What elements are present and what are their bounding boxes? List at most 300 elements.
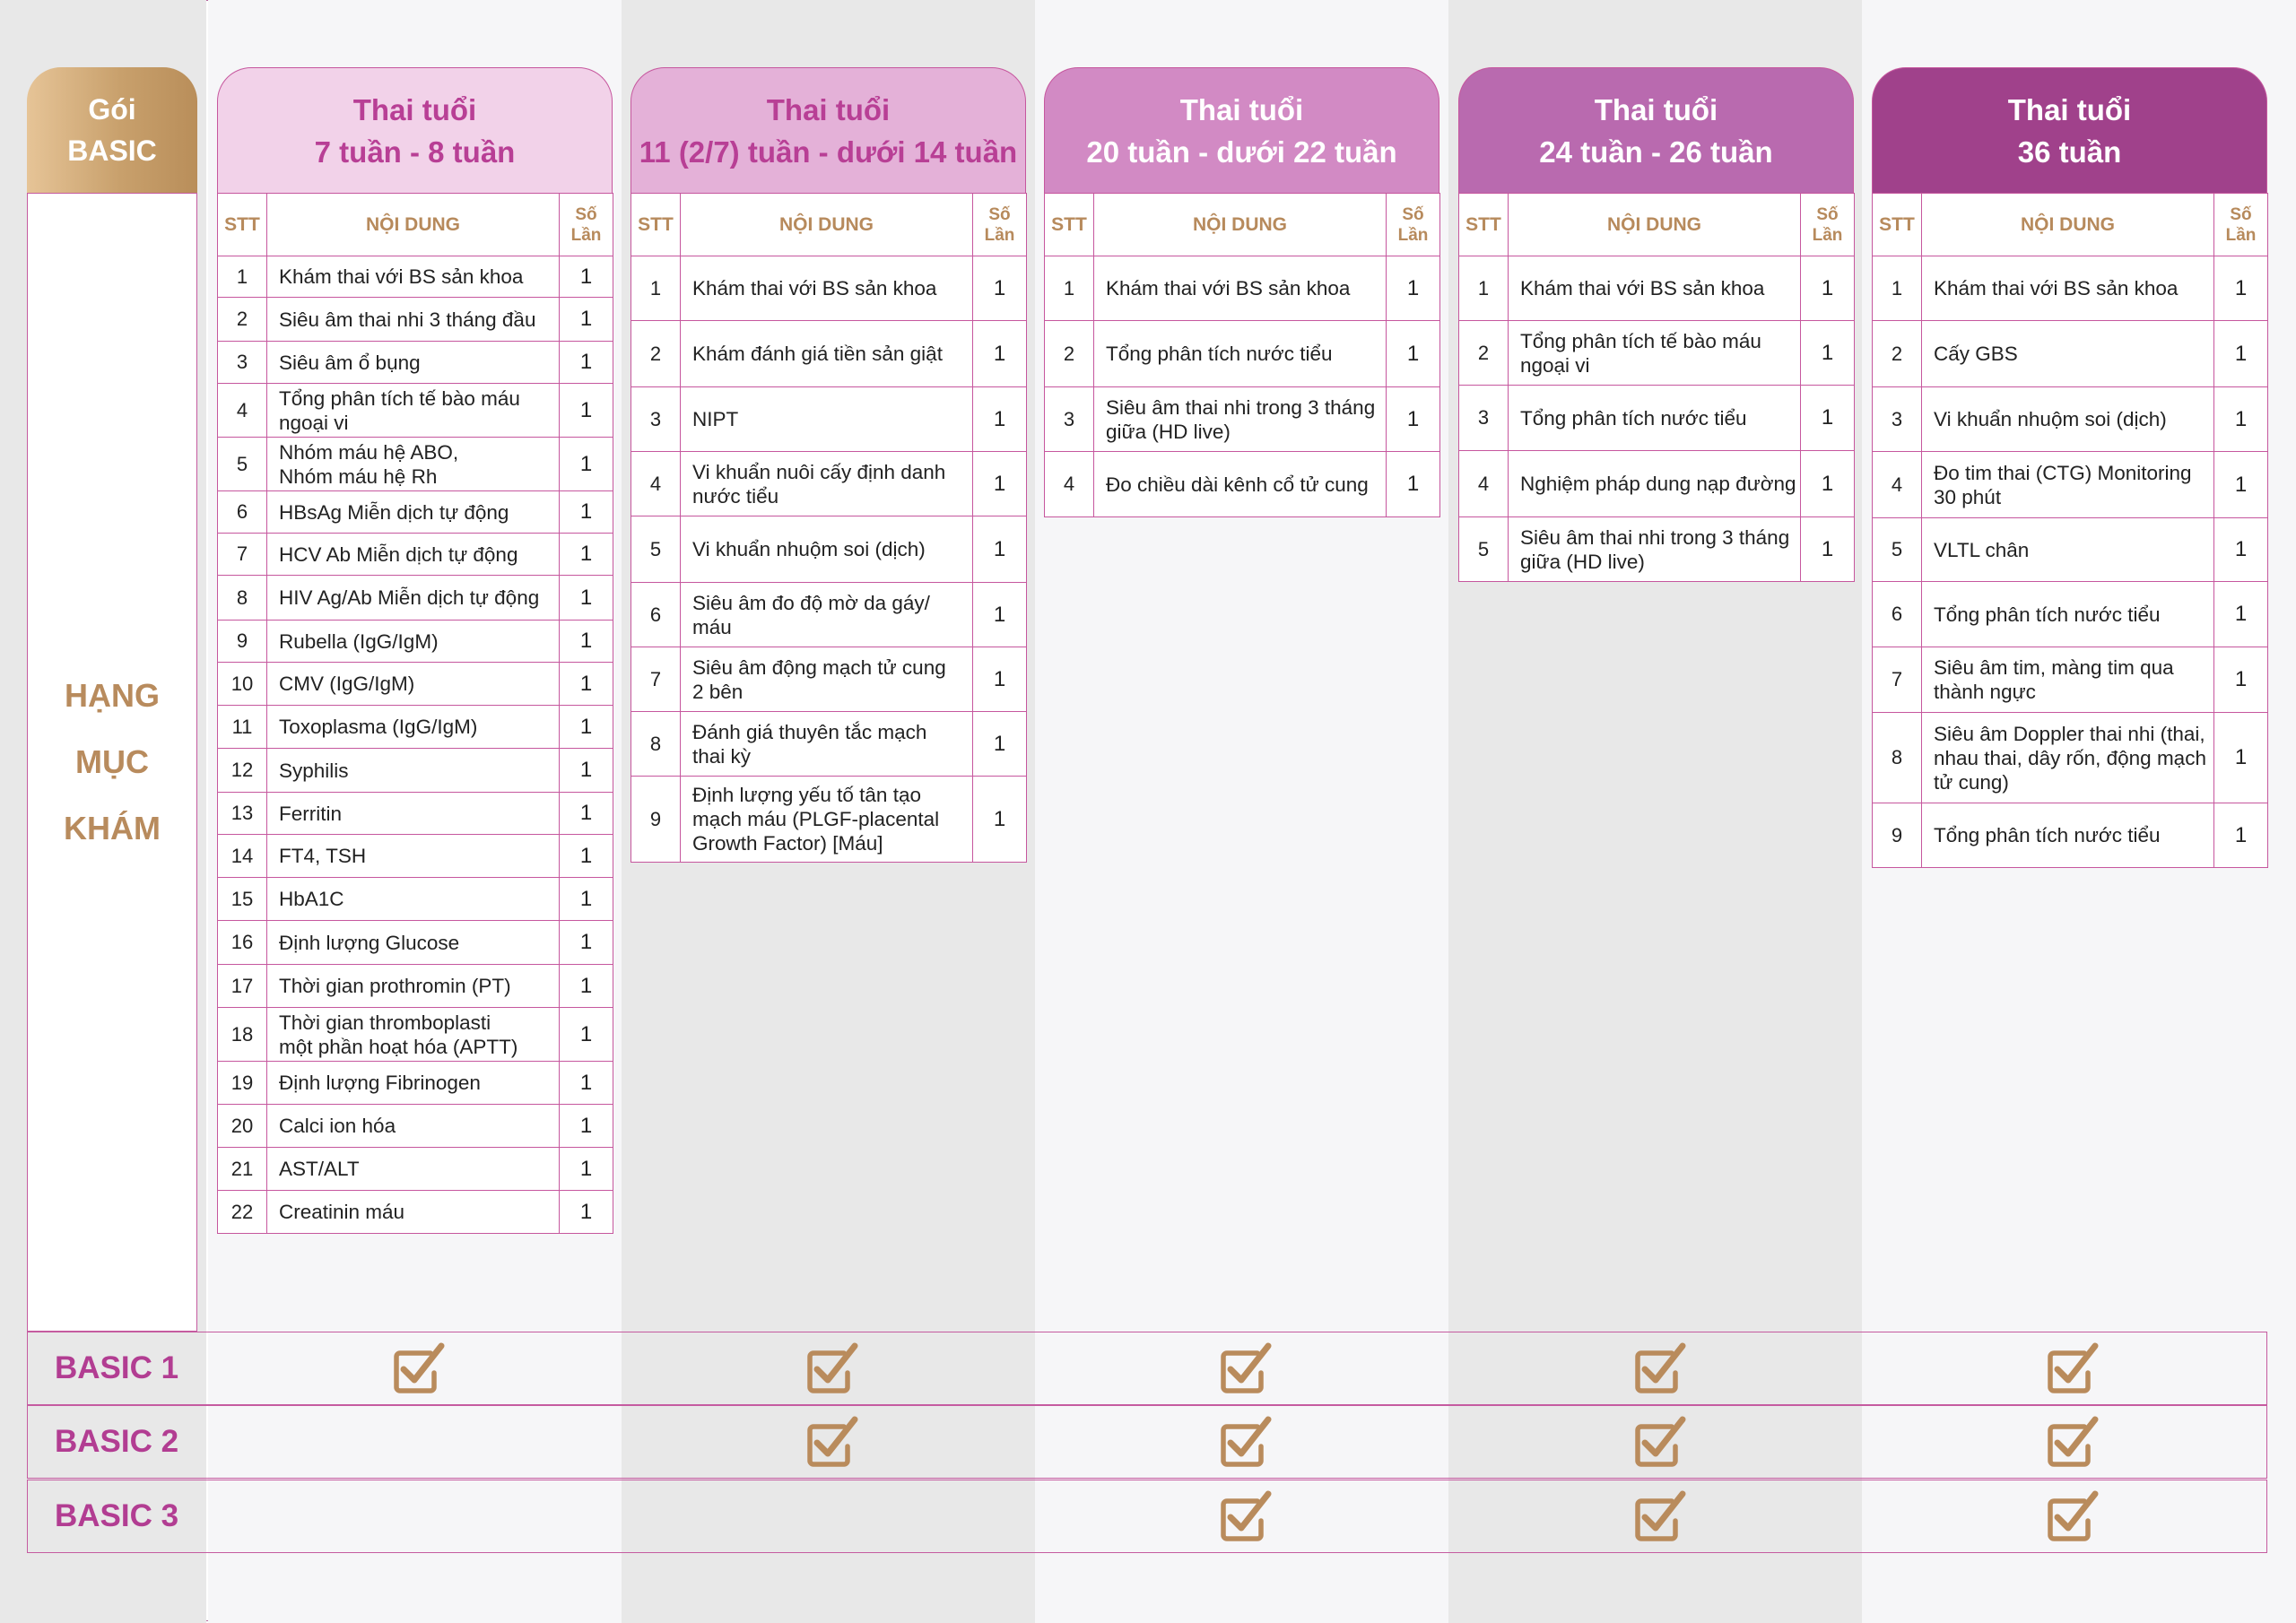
category-label bbox=[27, 193, 197, 1332]
row-count: 1 bbox=[560, 256, 613, 298]
count-header-line1: Số bbox=[988, 204, 1011, 224]
count-header-line2: Lần bbox=[570, 225, 602, 245]
row-count: 1 bbox=[560, 663, 613, 706]
row-count: 1 bbox=[973, 387, 1027, 452]
table-header-row bbox=[631, 194, 1027, 256]
row-count: 1 bbox=[2214, 713, 2268, 803]
row-stt: 2 bbox=[1873, 321, 1922, 387]
row-count: 1 bbox=[560, 1105, 613, 1148]
row-stt: 19 bbox=[218, 1062, 267, 1105]
row-content-line: Siêu âm ổ bụng bbox=[279, 351, 421, 374]
category-line: MỤC bbox=[75, 743, 149, 780]
row-content-line: Định lượng yếu tố tân tạo bbox=[692, 784, 921, 806]
row-content-line: Ferritin bbox=[279, 802, 343, 825]
row-stt: 1 bbox=[631, 256, 681, 321]
row-stt: 4 bbox=[631, 452, 681, 516]
count-header-line1: Số bbox=[2230, 204, 2252, 224]
row-count: 1 bbox=[560, 706, 613, 749]
row-content bbox=[1509, 386, 1801, 451]
stage-column bbox=[1458, 67, 1854, 582]
row-stt: 3 bbox=[1459, 386, 1509, 451]
row-content-line: giữa (HD live) bbox=[1520, 550, 1645, 573]
row-content-line: thành ngực bbox=[1934, 681, 2036, 703]
row-content-line: HBsAg Miễn dịch tự động bbox=[279, 500, 509, 524]
basic-package-label: BASIC 1 bbox=[54, 1350, 179, 1385]
row-count: 1 bbox=[560, 438, 613, 491]
row-count: 1 bbox=[560, 342, 613, 384]
table-row bbox=[1459, 517, 1855, 582]
row-count: 1 bbox=[560, 1008, 613, 1062]
row-content bbox=[267, 1191, 560, 1234]
table-row bbox=[218, 878, 613, 921]
row-content-line: Nhóm máu hệ ABO, bbox=[279, 440, 459, 464]
stage-title-line1: Thai tuổi bbox=[352, 92, 477, 126]
row-count: 1 bbox=[1801, 321, 1855, 386]
row-content bbox=[681, 516, 973, 583]
count-header bbox=[973, 194, 1027, 256]
row-stt: 9 bbox=[1873, 803, 1922, 868]
row-content bbox=[267, 965, 560, 1008]
table-row bbox=[1873, 452, 2268, 518]
row-content-line: Rubella (IgG/IgM) bbox=[279, 629, 439, 653]
row-stt: 6 bbox=[218, 491, 267, 534]
package-header bbox=[27, 67, 197, 193]
checkbox-checked-icon bbox=[2045, 1414, 2100, 1470]
table-row bbox=[631, 321, 1027, 387]
count-header bbox=[560, 194, 613, 256]
row-content-line: Growth Factor) [Máu] bbox=[692, 832, 883, 855]
row-stt: 3 bbox=[1045, 387, 1094, 452]
row-content bbox=[267, 384, 560, 438]
row-content-line: Đo chiều dài kênh cổ tử cung bbox=[1106, 473, 1369, 496]
row-count: 1 bbox=[1801, 386, 1855, 451]
row-content bbox=[267, 1105, 560, 1148]
table-row bbox=[1459, 386, 1855, 451]
checkbox-checked-icon bbox=[1218, 1488, 1274, 1544]
row-count: 1 bbox=[2214, 387, 2268, 452]
row-content-line: Thời gian thromboplasti bbox=[279, 1011, 491, 1034]
checkbox-checked-icon bbox=[1632, 1414, 1688, 1470]
table-row bbox=[1873, 713, 2268, 803]
row-content-line: nhau thai, dây rốn, động mạch bbox=[1934, 746, 2206, 769]
row-stt: 22 bbox=[218, 1191, 267, 1234]
table-row bbox=[1873, 582, 2268, 647]
row-stt: 20 bbox=[218, 1105, 267, 1148]
row-count: 1 bbox=[560, 298, 613, 342]
row-content-line: Vi khuẩn nhuộm soi (dịch) bbox=[692, 538, 926, 560]
table-row bbox=[631, 256, 1027, 321]
row-stt: 4 bbox=[1045, 452, 1094, 517]
row-content-line: một phần hoạt hóa (APTT) bbox=[279, 1035, 518, 1058]
checkbox-checked-icon bbox=[804, 1414, 860, 1470]
table-row bbox=[218, 965, 613, 1008]
row-count: 1 bbox=[973, 777, 1027, 863]
count-header bbox=[2214, 194, 2268, 256]
table-row bbox=[218, 298, 613, 342]
row-content bbox=[1922, 518, 2214, 582]
row-count: 1 bbox=[973, 516, 1027, 583]
row-stt: 5 bbox=[1873, 518, 1922, 582]
row-stt: 9 bbox=[218, 621, 267, 663]
row-content-line: Siêu âm tim, màng tim qua bbox=[1934, 656, 2174, 679]
row-content-line: Tổng phân tích nước tiểu bbox=[1934, 824, 2161, 846]
stage-column bbox=[1044, 67, 1439, 517]
items-table bbox=[631, 193, 1027, 863]
row-content-line: Khám thai với BS sản khoa bbox=[1106, 277, 1351, 299]
row-content bbox=[267, 706, 560, 749]
row-stt: 3 bbox=[631, 387, 681, 452]
row-stt: 4 bbox=[218, 384, 267, 438]
row-content-line: Nhóm máu hệ Rh bbox=[279, 464, 438, 488]
row-content-line: Cấy GBS bbox=[1934, 343, 2018, 365]
table-header-row bbox=[1045, 194, 1440, 256]
row-content-line: Nghiệm pháp dung nạp đường bbox=[1520, 473, 1796, 495]
stage-header bbox=[1044, 67, 1439, 193]
row-stt: 6 bbox=[1873, 582, 1922, 647]
row-count: 1 bbox=[2214, 647, 2268, 713]
stage-title-line1: Thai tuổi bbox=[1179, 92, 1304, 126]
row-content bbox=[267, 921, 560, 965]
table-row bbox=[631, 647, 1027, 712]
row-stt: 1 bbox=[1873, 256, 1922, 321]
stt-header: STT bbox=[1459, 194, 1509, 256]
table-row bbox=[1045, 387, 1440, 452]
row-count: 1 bbox=[2214, 256, 2268, 321]
row-count: 1 bbox=[2214, 518, 2268, 582]
row-content-line: 2 bên bbox=[692, 680, 744, 703]
row-content bbox=[1509, 517, 1801, 582]
checkbox-checked-icon bbox=[2045, 1341, 2100, 1396]
count-header-line2: Lần bbox=[2225, 225, 2257, 245]
table-row bbox=[218, 835, 613, 878]
row-content bbox=[1509, 256, 1801, 321]
row-stt: 13 bbox=[218, 793, 267, 835]
row-content bbox=[1922, 803, 2214, 868]
content-header: NỘI DUNG bbox=[1922, 194, 2214, 256]
table-row bbox=[1873, 518, 2268, 582]
row-count: 1 bbox=[1387, 256, 1440, 321]
row-content-line: Khám thai với BS sản khoa bbox=[279, 265, 524, 288]
items-table bbox=[1458, 193, 1855, 582]
row-content bbox=[1922, 256, 2214, 321]
row-stt: 16 bbox=[218, 921, 267, 965]
category-line: KHÁM bbox=[64, 810, 161, 846]
package-head-line1: Gói bbox=[88, 93, 136, 126]
count-header-line1: Số bbox=[1816, 204, 1839, 224]
row-stt: 21 bbox=[218, 1148, 267, 1191]
row-content bbox=[267, 256, 560, 298]
checkbox-checked-icon bbox=[2045, 1488, 2100, 1544]
row-content bbox=[267, 663, 560, 706]
row-stt: 8 bbox=[218, 576, 267, 621]
row-content-line: Đánh giá thuyên tắc mạch bbox=[692, 720, 927, 743]
row-content bbox=[1922, 582, 2214, 647]
stt-header: STT bbox=[1045, 194, 1094, 256]
table-row bbox=[631, 777, 1027, 863]
table-row bbox=[1459, 321, 1855, 386]
row-content bbox=[1094, 256, 1387, 321]
basic-package-row bbox=[27, 1332, 2267, 1405]
count-header bbox=[1387, 194, 1440, 256]
stage-title-line1: Thai tuổi bbox=[766, 92, 891, 126]
content-header: NỘI DUNG bbox=[1094, 194, 1387, 256]
row-count: 1 bbox=[560, 1148, 613, 1191]
row-stt: 4 bbox=[1459, 451, 1509, 517]
row-count: 1 bbox=[1801, 517, 1855, 582]
table-row bbox=[218, 749, 613, 793]
row-content bbox=[267, 749, 560, 793]
row-stt: 12 bbox=[218, 749, 267, 793]
row-count: 1 bbox=[560, 1062, 613, 1105]
row-stt: 1 bbox=[1045, 256, 1094, 321]
row-count: 1 bbox=[560, 835, 613, 878]
table-header-row bbox=[1459, 194, 1855, 256]
row-content-line: NIPT bbox=[692, 408, 739, 430]
row-content-line: Tổng phân tích tế bào máu bbox=[279, 386, 520, 410]
row-content-line: HCV Ab Miễn dịch tự động bbox=[279, 542, 518, 566]
row-count: 1 bbox=[973, 321, 1027, 387]
content-header: NỘI DUNG bbox=[681, 194, 973, 256]
items-table bbox=[1872, 193, 2268, 868]
stage-title-line1: Thai tuổi bbox=[2007, 92, 2132, 126]
row-content-line: Định lượng Glucose bbox=[279, 931, 460, 954]
table-row bbox=[218, 534, 613, 576]
row-content bbox=[267, 1008, 560, 1062]
checkbox-checked-icon bbox=[391, 1341, 447, 1396]
row-stt: 7 bbox=[1873, 647, 1922, 713]
basic-package-row bbox=[27, 1405, 2267, 1479]
row-content-line: Tổng phân tích nước tiểu bbox=[1106, 343, 1333, 365]
basic-package-row bbox=[27, 1480, 2267, 1553]
row-stt: 2 bbox=[1045, 321, 1094, 387]
table-row bbox=[1873, 803, 2268, 868]
row-count: 1 bbox=[973, 712, 1027, 777]
row-stt: 2 bbox=[1459, 321, 1509, 386]
row-content bbox=[267, 878, 560, 921]
row-stt: 3 bbox=[1873, 387, 1922, 452]
stt-header: STT bbox=[218, 194, 267, 256]
row-content-line: tử cung) bbox=[1934, 770, 2009, 794]
row-content bbox=[267, 1148, 560, 1191]
table-row bbox=[1873, 647, 2268, 713]
stage-column bbox=[217, 67, 613, 1234]
checkbox-checked-icon bbox=[1218, 1414, 1274, 1470]
row-content bbox=[267, 491, 560, 534]
row-content bbox=[681, 256, 973, 321]
row-content bbox=[1922, 452, 2214, 518]
stage-title-line2: 36 tuần bbox=[2017, 135, 2122, 169]
row-content bbox=[1922, 713, 2214, 803]
table-row bbox=[218, 342, 613, 384]
table-row bbox=[218, 576, 613, 621]
row-content bbox=[267, 1062, 560, 1105]
row-stt: 5 bbox=[218, 438, 267, 491]
row-content bbox=[1094, 321, 1387, 387]
table-row bbox=[218, 256, 613, 298]
row-stt: 11 bbox=[218, 706, 267, 749]
table-row bbox=[218, 438, 613, 491]
table-row bbox=[1873, 256, 2268, 321]
row-stt: 18 bbox=[218, 1008, 267, 1062]
row-content-line: thai kỳ bbox=[692, 744, 752, 768]
row-count: 1 bbox=[973, 256, 1027, 321]
row-content-line: Vi khuẩn nhuộm soi (dịch) bbox=[1934, 408, 2167, 430]
row-stt: 1 bbox=[1459, 256, 1509, 321]
row-stt: 9 bbox=[631, 777, 681, 863]
table-row bbox=[1045, 452, 1440, 517]
stage-header bbox=[217, 67, 613, 193]
row-stt: 2 bbox=[218, 298, 267, 342]
row-content bbox=[1509, 451, 1801, 517]
row-content bbox=[681, 647, 973, 712]
row-stt: 7 bbox=[218, 534, 267, 576]
row-stt: 7 bbox=[631, 647, 681, 712]
row-content-line: HIV Ag/Ab Miễn dịch tự động bbox=[279, 586, 540, 609]
row-content-line: Siêu âm đo độ mờ da gáy/ bbox=[692, 591, 930, 614]
row-content-line: Siêu âm động mạch tử cung bbox=[692, 655, 946, 679]
row-content-line: FT4, TSH bbox=[279, 845, 367, 867]
row-content-line: Toxoplasma (IgG/IgM) bbox=[279, 716, 478, 738]
count-header-line1: Số bbox=[1402, 204, 1424, 224]
row-content bbox=[267, 534, 560, 576]
table-header-row bbox=[1873, 194, 2268, 256]
table-row bbox=[631, 712, 1027, 777]
row-content bbox=[267, 576, 560, 621]
table-row bbox=[218, 1105, 613, 1148]
table-row bbox=[218, 1008, 613, 1062]
table-row bbox=[218, 384, 613, 438]
row-content bbox=[1094, 387, 1387, 452]
row-content-line: Khám thai với BS sản khoa bbox=[1934, 277, 2179, 299]
row-content-line: Tổng phân tích tế bào máu bbox=[1520, 329, 1761, 352]
stage-header bbox=[1872, 67, 2267, 193]
row-stt: 1 bbox=[218, 256, 267, 298]
row-count: 1 bbox=[2214, 582, 2268, 647]
row-stt: 17 bbox=[218, 965, 267, 1008]
checkbox-checked-icon bbox=[804, 1341, 860, 1396]
table-row bbox=[1873, 387, 2268, 452]
row-content-line: Tổng phân tích nước tiểu bbox=[1934, 603, 2161, 626]
row-content-line: AST/ALT bbox=[279, 1158, 360, 1180]
row-stt: 2 bbox=[631, 321, 681, 387]
row-content-line: ngoại vi bbox=[1520, 353, 1590, 377]
row-content-line: Khám thai với BS sản khoa bbox=[1520, 277, 1765, 299]
row-content-line: Siêu âm thai nhi 3 tháng đầu bbox=[279, 308, 536, 331]
row-count: 1 bbox=[560, 576, 613, 621]
row-count: 1 bbox=[2214, 321, 2268, 387]
row-count: 1 bbox=[560, 921, 613, 965]
row-count: 1 bbox=[1387, 321, 1440, 387]
stage-header bbox=[1458, 67, 1854, 193]
row-content bbox=[1094, 452, 1387, 517]
stage-column bbox=[1872, 67, 2267, 868]
row-content-line: Thời gian prothromin (PT) bbox=[279, 975, 511, 997]
row-content-line: VLTL chân bbox=[1934, 538, 2030, 561]
row-content-line: Khám đánh giá tiền sản giật bbox=[692, 343, 943, 365]
table-row bbox=[218, 663, 613, 706]
table-row bbox=[218, 921, 613, 965]
table-row bbox=[631, 387, 1027, 452]
table-row bbox=[1045, 321, 1440, 387]
row-stt: 6 bbox=[631, 583, 681, 647]
row-count: 1 bbox=[2214, 452, 2268, 518]
row-count: 1 bbox=[1387, 452, 1440, 517]
row-count: 1 bbox=[1387, 387, 1440, 452]
row-count: 1 bbox=[560, 384, 613, 438]
stage-title-line2: 20 tuần - dưới 22 tuần bbox=[1086, 135, 1397, 169]
row-content-line: nước tiểu bbox=[692, 484, 779, 508]
row-content bbox=[267, 793, 560, 835]
table-row bbox=[631, 583, 1027, 647]
checkbox-checked-icon bbox=[1632, 1341, 1688, 1396]
table-row bbox=[1459, 256, 1855, 321]
row-count: 1 bbox=[973, 647, 1027, 712]
content-header: NỘI DUNG bbox=[267, 194, 560, 256]
table-header-row bbox=[218, 194, 613, 256]
stage-title-line1: Thai tuổi bbox=[1594, 92, 1718, 126]
table-row bbox=[1459, 451, 1855, 517]
row-content bbox=[681, 452, 973, 516]
table-row bbox=[218, 1148, 613, 1191]
row-count: 1 bbox=[1801, 451, 1855, 517]
row-count: 1 bbox=[560, 1191, 613, 1234]
row-content-line: Siêu âm thai nhi trong 3 tháng bbox=[1520, 525, 1790, 549]
row-content-line: HbA1C bbox=[279, 888, 344, 910]
table-row bbox=[631, 516, 1027, 583]
row-count: 1 bbox=[560, 621, 613, 663]
row-count: 1 bbox=[560, 534, 613, 576]
checkbox-checked-icon bbox=[1218, 1341, 1274, 1396]
basic-package-label: BASIC 3 bbox=[54, 1498, 179, 1533]
row-content-line: Siêu âm Doppler thai nhi (thai, bbox=[1934, 722, 2205, 745]
row-stt: 4 bbox=[1873, 452, 1922, 518]
row-stt: 15 bbox=[218, 878, 267, 921]
row-stt: 3 bbox=[218, 342, 267, 384]
row-content bbox=[267, 342, 560, 384]
row-count: 1 bbox=[560, 793, 613, 835]
row-content bbox=[1922, 321, 2214, 387]
items-table bbox=[1044, 193, 1440, 517]
row-content-line: Khám thai với BS sản khoa bbox=[692, 277, 937, 299]
row-content-line: Tổng phân tích nước tiểu bbox=[1520, 406, 1747, 430]
row-stt: 5 bbox=[631, 516, 681, 583]
row-count: 1 bbox=[973, 452, 1027, 516]
row-count: 1 bbox=[560, 878, 613, 921]
row-content bbox=[681, 387, 973, 452]
count-header-line2: Lần bbox=[1812, 225, 1843, 245]
table-row bbox=[218, 793, 613, 835]
package-head-line2: BASIC bbox=[67, 135, 157, 167]
count-header-line2: Lần bbox=[984, 225, 1015, 245]
stt-header: STT bbox=[1873, 194, 1922, 256]
stage-column bbox=[631, 67, 1026, 863]
row-content-line: Siêu âm thai nhi trong 3 tháng bbox=[1106, 395, 1376, 419]
row-content-line: mạch máu (PLGF-placental bbox=[692, 808, 940, 830]
row-content bbox=[267, 835, 560, 878]
row-content-line: Creatinin máu bbox=[279, 1201, 405, 1223]
row-content bbox=[267, 298, 560, 342]
table-row bbox=[631, 452, 1027, 516]
row-count: 1 bbox=[560, 749, 613, 793]
table-row bbox=[218, 621, 613, 663]
row-content bbox=[681, 712, 973, 777]
row-content-line: CMV (IgG/IgM) bbox=[279, 673, 415, 695]
row-stt: 10 bbox=[218, 663, 267, 706]
row-count: 1 bbox=[2214, 803, 2268, 868]
count-header bbox=[1801, 194, 1855, 256]
row-content-line: Đo tim thai (CTG) Monitoring bbox=[1934, 461, 2192, 484]
row-content-line: Định lượng Fibrinogen bbox=[279, 1072, 481, 1094]
